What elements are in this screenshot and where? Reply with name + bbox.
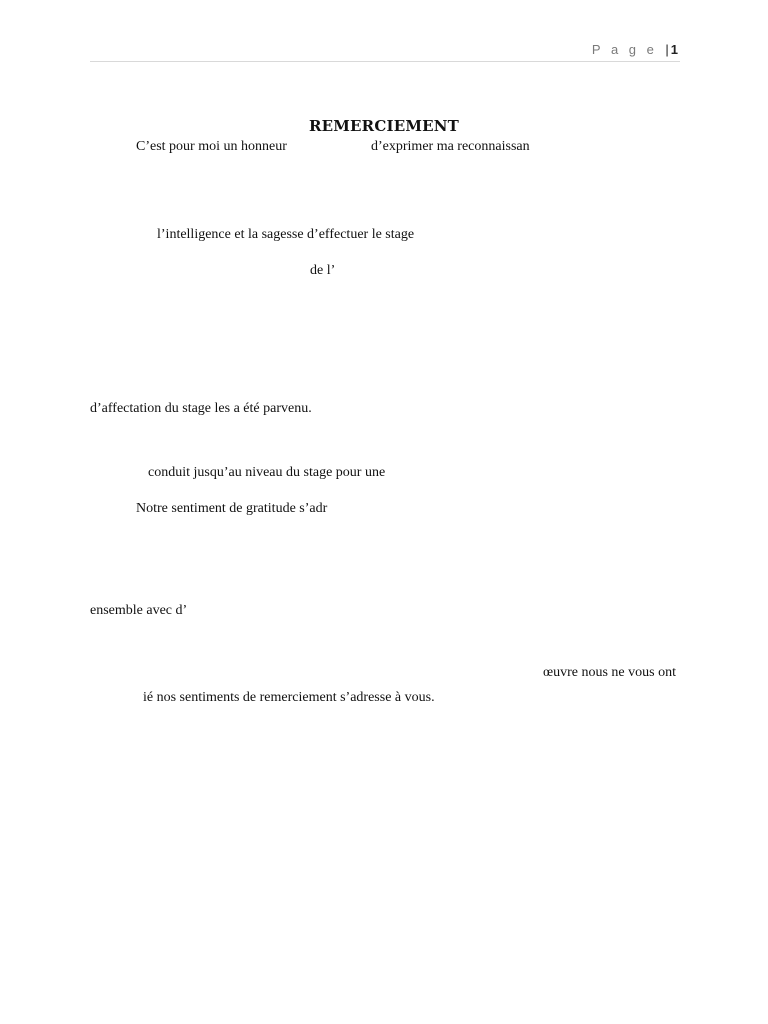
text-line-8: œuvre nous ne vous ont [543, 665, 676, 680]
text-line-6: Notre sentiment de gratitude s’adr [136, 501, 328, 516]
document-title: REMERCIEMENT [308, 117, 460, 135]
text-line-1a: C’est pour moi un honneur [136, 139, 287, 154]
page-label: P a g e [591, 42, 658, 57]
header-divider [90, 61, 680, 62]
page-number: 1 [670, 42, 678, 57]
text-line-2: l’intelligence et la sagesse d’effectuer le stage [157, 227, 415, 242]
text-line-9: ié nos sentiments de remerciement s’adresse à vous. [143, 690, 435, 705]
text-line-1b: d’exprimer ma reconnaissan [371, 139, 530, 154]
text-line-5: conduit jusqu’au niveau du stage pour une [148, 465, 386, 480]
text-line-4: d’affectation du stage les a été parvenu. [90, 401, 312, 416]
page-separator: | [665, 42, 669, 57]
text-line-7: ensemble avec d’ [90, 603, 188, 618]
page-header [592, 42, 678, 57]
text-line-3: de l’ [310, 263, 336, 278]
